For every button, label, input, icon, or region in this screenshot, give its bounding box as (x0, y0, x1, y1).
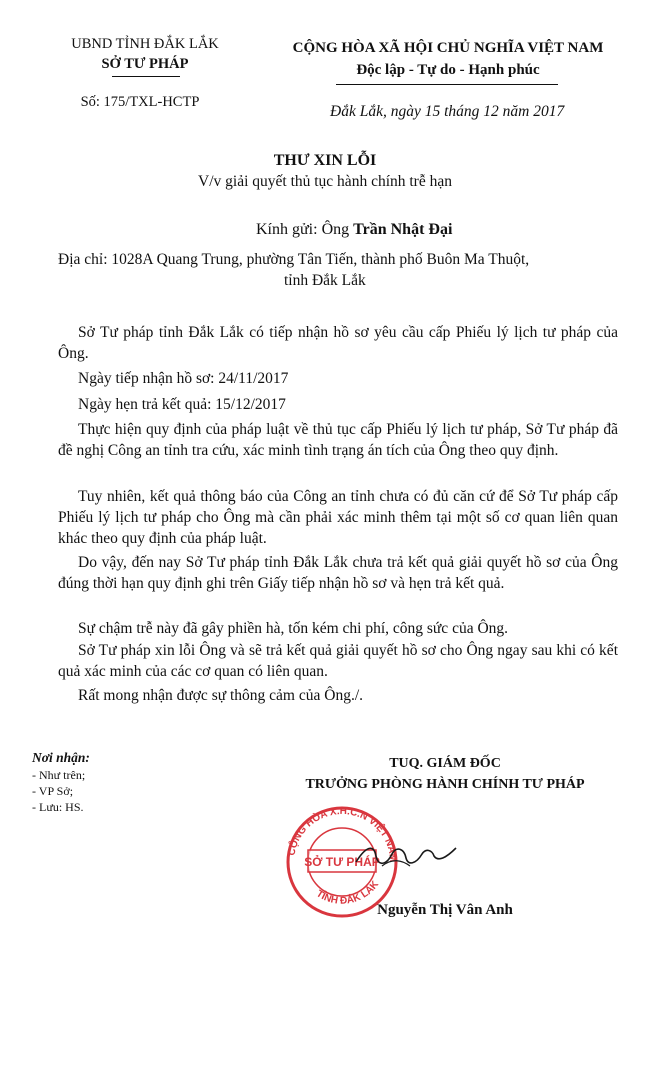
department-underline (112, 76, 180, 77)
recipient-prefix: Kính gửi: Ông (256, 221, 354, 238)
recipients-item: - Lưu: HS. (32, 800, 84, 814)
signer-name: Nguyễn Thị Vân Anh (377, 902, 513, 918)
letter-title: THƯ XIN LỖI (273, 152, 377, 169)
signature-authority: TUQ. GIÁM ĐỐC (389, 756, 501, 771)
recipient-name: Trần Nhật Đại (353, 221, 453, 238)
body-paragraph-8: Sở Tư pháp xin lỗi Ông và sẽ trả kết quả giải quyết hồ sơ cho Ông ngay sau khi có kết quả xác minh của các cơ quan có liên quan. (58, 642, 618, 680)
recipients-item: - Như trên; (32, 768, 86, 782)
body-paragraph-4: Thực hiện quy định của pháp luật về thủ tục cấp Phiếu lý lịch tư pháp, Sở Tư pháp đã đề nghị Công an tỉnh tra cứu, xác minh tình trạng án tích của Ông theo quy định. (58, 421, 618, 459)
recipient-address-line2: tỉnh Đắk Lắk (284, 272, 366, 289)
document-number: Số: 175/TXL-HCTP (80, 94, 200, 110)
body-paragraph-5: Tuy nhiên, kết quả thông báo của Công an tỉnh chưa có đủ căn cứ để Sở Tư pháp cấp Phiếu lý lịch tư pháp cho Ông mà cần phải xác minh thêm tại một số cơ quan liên quan khác theo quy định của pháp luật. (58, 488, 618, 547)
letter-subject: V/v giải quyết thủ tục hành chính trễ hạn (198, 173, 452, 190)
department-name: SỞ TƯ PHÁP (101, 56, 189, 72)
recipient-line (256, 221, 452, 239)
body-paragraph-2: Ngày tiếp nhận hồ sơ: 24/11/2017 (78, 370, 289, 387)
document-date: Đắk Lắk, ngày 15 tháng 12 năm 2017 (330, 103, 565, 120)
recipients-heading: Nơi nhận: (32, 750, 90, 765)
body-paragraph-7: Sự chậm trễ này đã gây phiền hà, tốn kém chi phí, công sức của Ông. (78, 620, 509, 637)
nation-title: CỘNG HÒA XÃ HỘI CHỦ NGHĨA VIỆT NAM (292, 40, 604, 56)
body-paragraph-1: Sở Tư pháp tỉnh Đắk Lắk có tiếp nhận hồ sơ yêu cầu cấp Phiếu lý lịch tư pháp của Ông. (58, 324, 618, 362)
national-motto: Độc lập - Tự do - Hạnh phúc (356, 62, 540, 78)
agency-name: UBND TỈNH ĐẮK LẮK (71, 36, 219, 52)
seal-bottom-text: TỈNH ĐẮK LẮK (314, 879, 382, 907)
seal-ring-text: CỘNG HÒA X.H.C.N VIỆT NAM (286, 805, 399, 863)
body-paragraph-6: Do vậy, đến nay Sở Tư pháp tỉnh Đắk Lắk chưa trả kết quả giải quyết hồ sơ của Ông đúng thời hạn quy định ghi trên Giấy tiếp nhận hồ sơ và hẹn trả kết quả. (58, 554, 618, 592)
body-paragraph-3: Ngày hẹn trả kết quả: 15/12/2017 (78, 396, 286, 413)
recipient-address-line1: Địa chỉ: 1028A Quang Trung, phường Tân Tiến, thành phố Buôn Ma Thuột, (58, 251, 530, 268)
handwritten-signature (352, 836, 462, 876)
motto-underline (336, 84, 558, 85)
body-paragraph-9: Rất mong nhận được sự thông cảm của Ông./. (78, 687, 364, 704)
signature-position: TRƯỞNG PHÒNG HÀNH CHÍNH TƯ PHÁP (305, 777, 585, 792)
recipients-item: - VP Sở; (32, 784, 74, 798)
seal-center-text: SỞ TƯ PHÁP (304, 855, 380, 869)
